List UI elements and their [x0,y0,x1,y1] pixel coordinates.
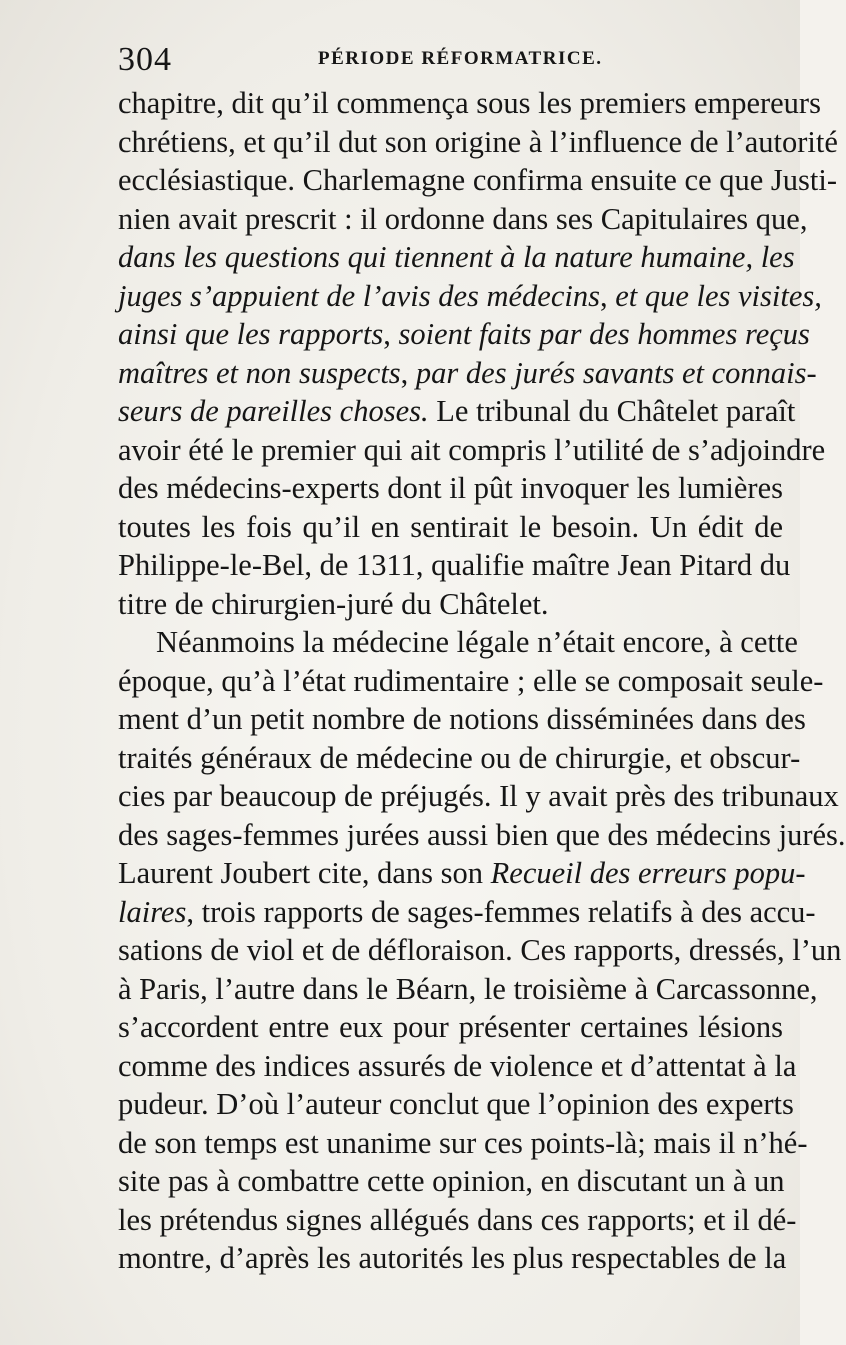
text-run: des médecins-experts dont il pût invoquer les lumières [118,471,783,505]
text-run: cies par beaucoup de préjugés. Il y avait près des tribunaux [118,779,839,813]
text-run: les prétendus signes allégués dans ces rapports; et il dé- [118,1202,797,1237]
italic-text: soient faits par des hommes reçus [398,317,810,351]
text-run: de son temps est unanime sur ces points-là; mais il n’hé- [118,1125,808,1160]
text-line [118,816,846,855]
text-run: traités généraux de médecine ou de chirurgie, et obscur- [118,740,801,775]
text-line [118,931,842,970]
italic-text: seurs de pareilles choses. [118,394,429,428]
text-line [118,546,791,585]
text-line [118,354,817,393]
text-line [118,1008,783,1047]
text-run: Laurent Joubert cite, dans son [118,856,491,890]
text-line [118,1162,783,1201]
text-line [118,1239,787,1278]
text-run: nien avait prescrit : il ordonne dans ses Capitulaires que, [118,201,808,236]
text-line [118,123,838,162]
text-run: pudeur. D’où l’auteur conclut que l’opinion des experts [118,1087,794,1121]
italic-text: ainsi que les rapports [118,317,384,351]
text-run: comme des indices assurés de violence et d’attentat à la [118,1048,797,1083]
text-line [118,200,808,239]
page-number: 304 [118,41,172,78]
text-line [118,431,826,470]
text-line [118,623,798,662]
text-run: ecclésiastique. Charlemagne confirma ensuite ce que Justi- [118,163,838,197]
text-line [118,469,783,508]
text-line [118,84,821,123]
body-text [118,84,846,1278]
text-line [118,161,838,200]
text-run: des sages-femmes jurées aussi bien que des médecins jurés. [118,817,846,852]
text-line [118,315,810,354]
text-run: , [400,355,416,390]
text-run: , [599,278,616,313]
text-run: Néanmoins la médecine légale n’était encore, à cette [156,625,798,659]
text-run: montre, d’après les autorités les plus respectables de la [118,1241,787,1275]
text-run: Philippe-le-Bel, de 1311, qualifie maître Jean Pitard du [118,548,791,582]
text-run: chapitre, dit qu’il commença sous les premiers empereurs [118,86,821,120]
italic-text: Recueil des erreurs popu- [490,856,806,890]
text-line [118,392,796,431]
italic-text: et que les visites, [615,278,822,313]
text-run: sations de viol et de défloraison. Ces rapports, dressés, l’un [118,933,842,967]
text-line [118,854,806,893]
italic-text: dans les questions qui tiennent à la nature humaine, les [118,240,795,274]
text-run: , trois rapports de sages-femmes relatifs à des accu- [186,894,816,929]
text-line [118,662,824,701]
text-run: ment d’un petit nombre de notions disséminées dans des [118,702,806,736]
italic-text: juges s’appuient de l’avis des médecins [118,278,600,313]
text-run: site pas à combattre cette opinion, en discutant un à un [118,1164,785,1198]
text-line [118,508,783,547]
text-run: époque, qu’à l’état rudimentaire ; elle se composait seule- [118,663,824,698]
text-line [118,970,818,1009]
italic-text: laires [118,894,187,929]
text-line [118,777,839,816]
text-run: toutes les fois qu’il en sentirait le besoin. Un édit de [118,509,783,544]
text-run: s’accordent entre eux pour présenter certaines lésions [118,1010,783,1044]
running-title: PÉRIODE RÉFORMATRICE. [318,48,603,69]
italic-text: maîtres et non suspects [118,355,401,390]
italic-text: par des jurés savants et connais- [415,355,817,390]
text-line [118,1124,808,1163]
running-head [118,40,778,80]
text-run: Le tribunal du Châtelet paraît [428,394,796,428]
text-line [118,277,822,316]
text-run: chrétiens, et qu’il dut son origine à l’influence de l’autorité [118,124,838,159]
text-run: , [383,317,399,351]
text-run: avoir été le premier qui ait compris l’utilité de s’adjoindre [118,432,826,467]
text-run: à Paris, l’autre dans le Béarn, le troisième à Carcassonne, [118,971,818,1006]
text-line [118,893,816,932]
text-line [118,585,783,624]
text-line [118,700,806,739]
text-line [118,1047,797,1086]
text-line [118,238,795,277]
text-run: titre de chirurgien-juré du Châtelet. [118,586,549,621]
text-line [118,739,801,778]
text-line [118,1201,797,1240]
text-line [118,1085,794,1124]
